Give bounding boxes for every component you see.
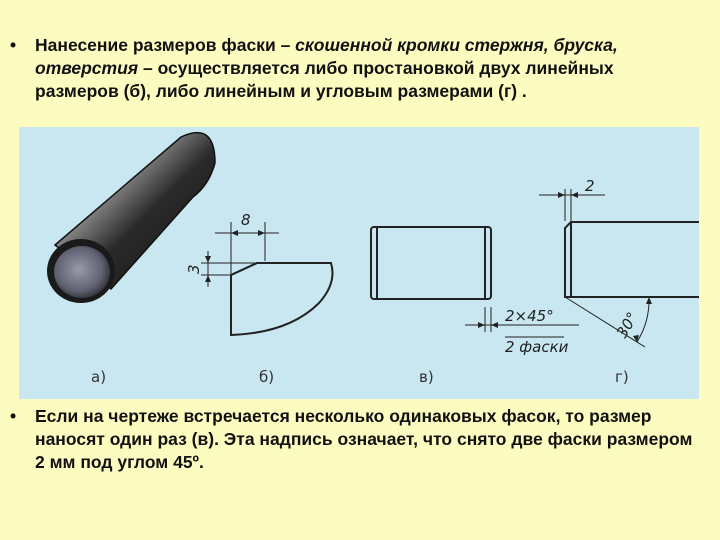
dim-g-size: 2 — [585, 177, 595, 195]
dim-v-note: 2 фаски — [505, 338, 569, 356]
bullet-marker: • — [10, 35, 17, 55]
dim-b-horizontal: 8 — [241, 211, 251, 229]
bullet-marker: • — [10, 406, 17, 426]
bullet-text: Если на чертеже встречается несколько одинаковых фасок, то размер наносят один раз (в). Эта надпись означает, что снято две фаски размером 2 мм под углом 45º. — [35, 406, 693, 472]
bullet-repeated-chamfers — [10, 405, 700, 474]
bullet-chamfer-definition — [10, 34, 700, 103]
chamfer-drawing-figure — [19, 127, 699, 399]
bullet-term: скошенной кромки стержня, бруска, отверстия — [35, 35, 618, 78]
drawing-b — [201, 222, 333, 335]
dim-g-angle: 30° — [612, 308, 642, 341]
label-g: г) — [615, 368, 629, 386]
dim-v-size: 2×45° — [505, 307, 554, 325]
bullet-text — [35, 34, 700, 103]
bullet-lead: Нанесение размеров фаски – — [35, 35, 296, 55]
label-b: б) — [259, 368, 275, 386]
dim-b-vertical: 3 — [185, 264, 203, 274]
label-v: в) — [419, 368, 434, 386]
bullet-tail: – осуществляется либо простановкой двух линейных размеров (б), либо линейным и угловым размерами (г) . — [35, 58, 614, 101]
label-a: а) — [91, 368, 107, 386]
rod-illustration — [47, 133, 215, 303]
